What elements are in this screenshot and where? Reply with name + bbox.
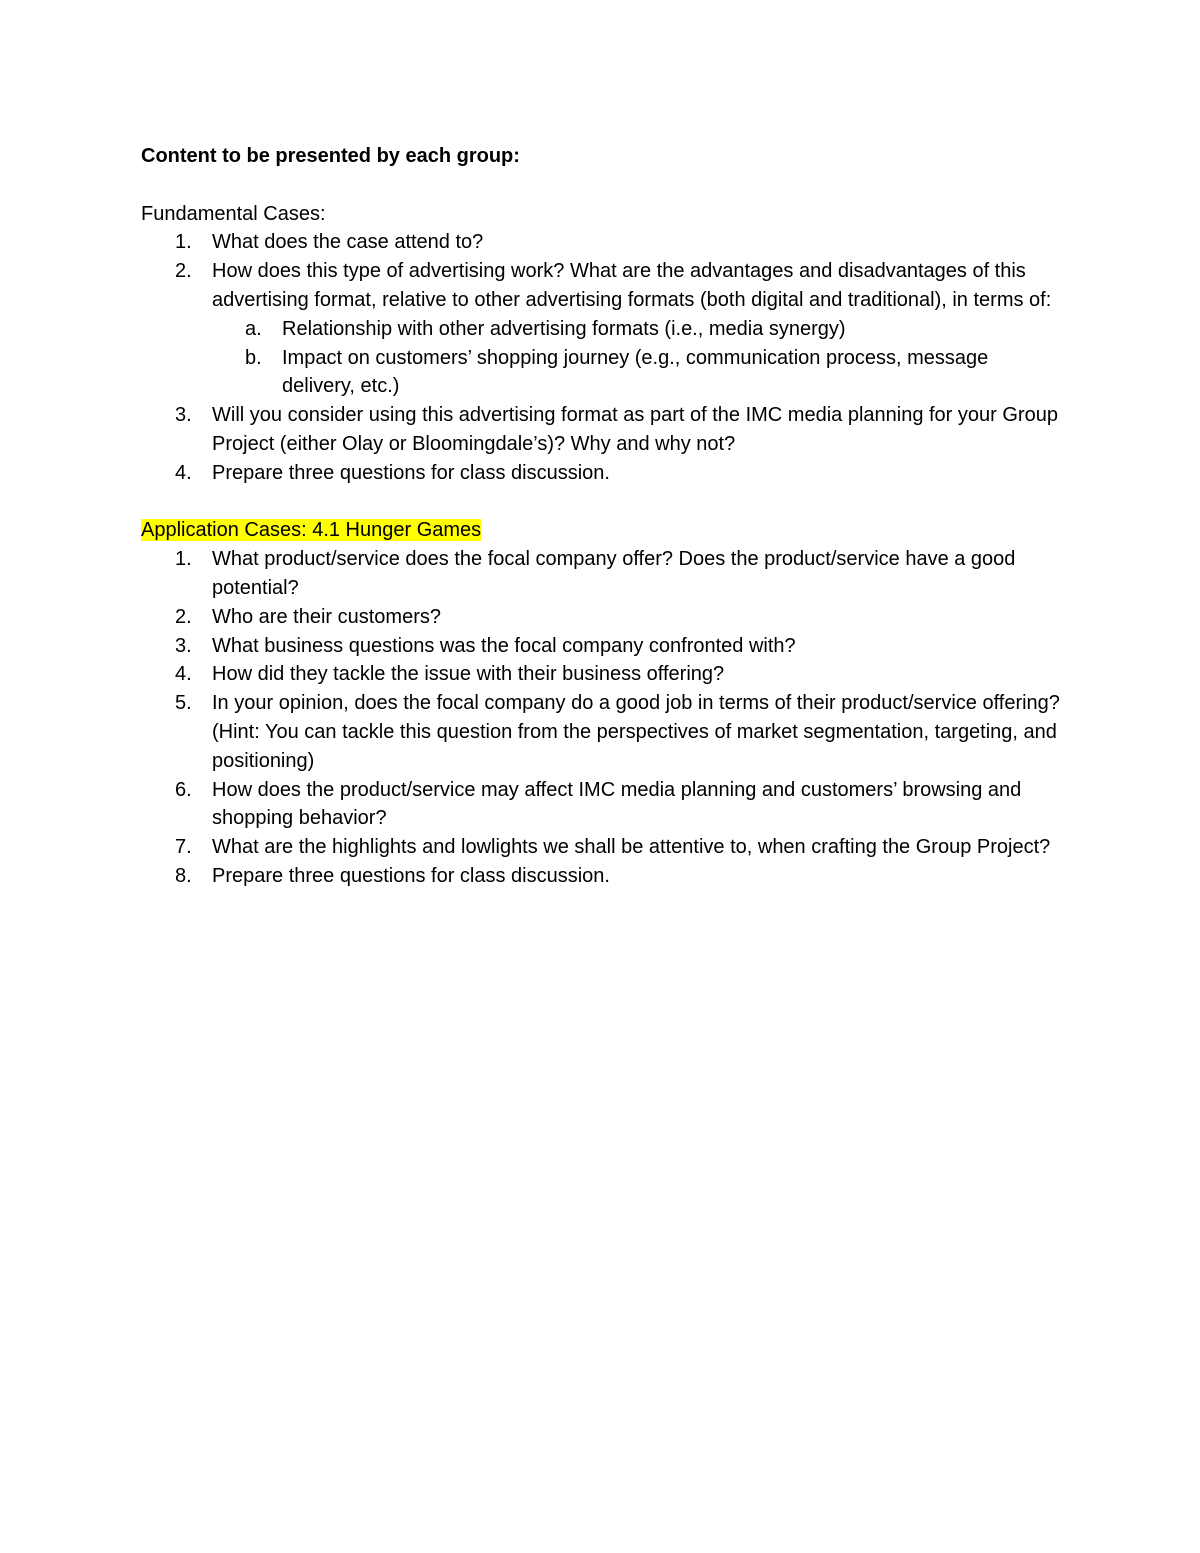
list-item: [141, 401, 1061, 459]
list-item-text: How does this type of advertising work? What are the advantages and disadvantages of this advertising format, relative to other advertising formats (both digital and traditional), in terms of:: [212, 260, 1052, 311]
list-item-number: 3.: [175, 404, 192, 427]
list-item: [141, 660, 1061, 689]
list-item-text: What does the case attend to?: [212, 231, 484, 254]
list-item-number: 2.: [175, 260, 192, 283]
sub-list-item-letter: b.: [245, 346, 262, 369]
list-item-number: 3.: [175, 634, 192, 657]
list-item: [141, 632, 1061, 661]
highlighted-text: Application Cases: 4.1 Hunger Games: [141, 519, 482, 542]
list-item: [141, 545, 1061, 603]
list-item-text: Will you consider using this advertising format as part of the IMC media planning for your Group Project (either Olay or Bloomingdale’s)? Why and why not?: [212, 404, 1058, 455]
list-item-number: 6.: [175, 778, 192, 801]
list-item-number: 2.: [175, 605, 192, 628]
list-item-text: What are the highlights and lowlights we shall be attentive to, when crafting the Group Project?: [212, 836, 1051, 859]
sub-list-item-text: Impact on customers’ shopping journey (e.g., communication process, message delivery, etc.): [282, 346, 989, 398]
blank-line: [141, 488, 1061, 517]
list-item: [141, 257, 1061, 315]
application-cases-list: [141, 545, 1061, 891]
sub-list-item-letter: a.: [245, 317, 262, 340]
list-item: [141, 862, 1061, 891]
list-item: [141, 689, 1061, 775]
fundamental-cases-list: [141, 228, 1061, 487]
list-item-text: What product/service does the focal company offer? Does the product/service have a good potential?: [212, 548, 1016, 599]
list-item-text: Prepare three questions for class discussion.: [212, 461, 610, 484]
application-cases-heading: [141, 516, 1061, 545]
sub-list-item: [141, 344, 1061, 402]
list-item: [141, 833, 1061, 862]
list-item-text: How does the product/service may affect IMC media planning and customers’ browsing and shopping behavior?: [212, 778, 1022, 830]
list-item-number: 1.: [175, 548, 192, 571]
list-item-number: 8.: [175, 864, 192, 887]
list-item-number: 4.: [175, 461, 192, 484]
list-item-number: 1.: [175, 231, 192, 254]
fundamental-cases-heading: Fundamental Cases:: [141, 202, 326, 225]
list-item-number: 5.: [175, 692, 192, 715]
list-item: [141, 459, 1061, 488]
list-item-number: 4.: [175, 663, 192, 686]
sub-list-item-text: Relationship with other advertising formats (i.e., media synergy): [282, 317, 846, 340]
list-item-text: In your opinion, does the focal company do a good job in terms of their product/service offering? (Hint: You can tackle this question from the perspectives of market segmentation, targeting, and positioning): [212, 692, 1060, 772]
list-item-text: Who are their customers?: [212, 605, 441, 628]
list-item-number: 7.: [175, 836, 192, 859]
list-item-text: How did they tackle the issue with their business offering?: [212, 663, 725, 686]
list-item: [141, 776, 1061, 834]
list-item: [141, 603, 1061, 632]
list-item: [141, 228, 1061, 257]
sub-list-item: [141, 315, 1061, 344]
blank-line: [141, 171, 1061, 200]
document-content: [141, 142, 1061, 891]
list-item-text: Prepare three questions for class discussion.: [212, 864, 610, 887]
document-title: Content to be presented by each group:: [141, 145, 520, 167]
list-item-text: What business questions was the focal company confronted with?: [212, 634, 796, 657]
